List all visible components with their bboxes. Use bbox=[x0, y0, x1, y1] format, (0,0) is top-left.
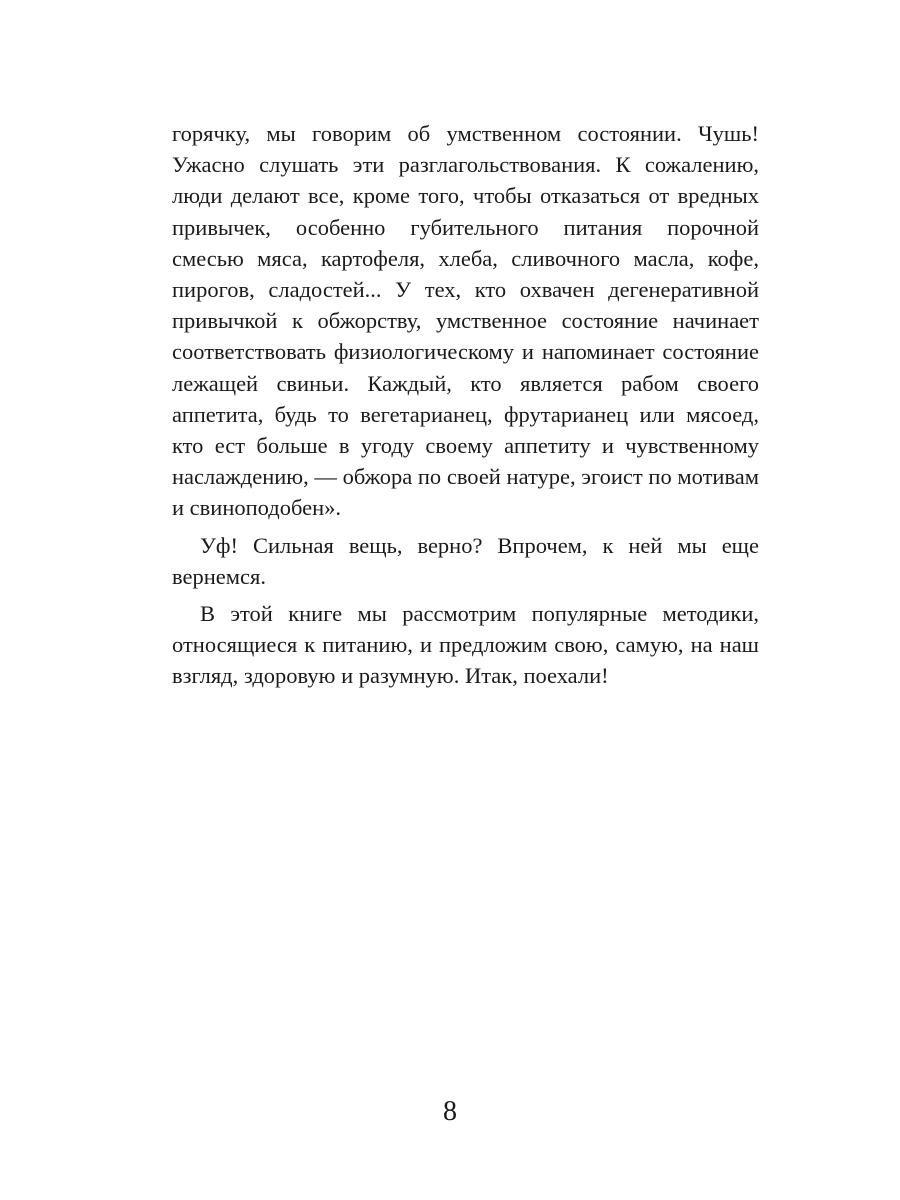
page-body-text bbox=[172, 118, 759, 692]
page-number: 8 bbox=[443, 1096, 457, 1127]
paragraph-comment: Уф! Сильная вещь, верно? Впрочем, к ней мы еще вернемся. bbox=[172, 532, 759, 589]
paragraph-book-intro: В этой книге мы рассмотрим популярные методики, относящиеся к питанию, и предложим свою, самую, на наш взгляд, здоровую и разумную. Итак, поехали! bbox=[172, 601, 759, 689]
paragraph-quote-end: горячку, мы говорим об умственном состоянии. Чушь! Ужасно слушать эти разглагольствования. К сожалению, люди делают все, кроме того, чтобы отказаться от вредных привычек, особенно губительного питания порочной смесью мяса, картофеля, хлеба, сливочного масла, кофе, пирогов, сладостей... У тех, кто охвачен дегенеративной привычкой к обжорству, умственное состояние начинает соответствовать физиологическому и напоминает состояние лежащей свиньи. Каждый, кто является рабом своего аппетита, будь то вегетарианец, фрутарианец или мясоед, кто ест больше в угоду своему аппетиту и чувственному наслаждению, — обжора по своей натуре, эгоист по мотивам и свиноподобен». bbox=[172, 121, 759, 521]
